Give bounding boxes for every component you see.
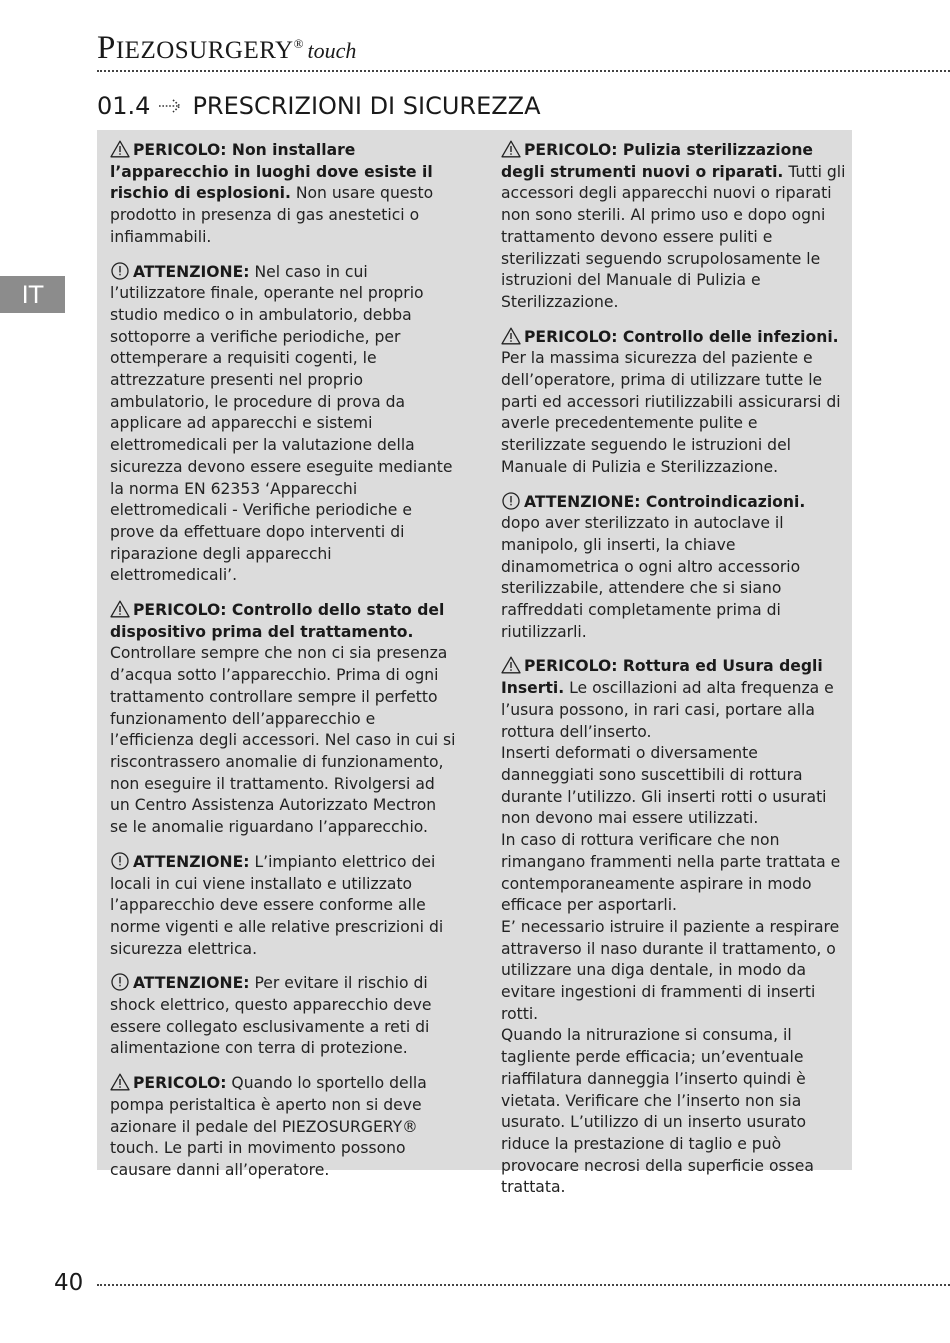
notice-lead: PERICOLO: Controllo delle infezioni. [524, 327, 839, 346]
safety-notice [110, 973, 458, 1060]
safety-notice [110, 852, 458, 961]
safety-notice [110, 262, 458, 588]
notice-lead: PERICOLO: Non installare l’apparecchio in luoghi dove esiste il rischio di esplosioni. [110, 141, 433, 203]
notice-body: dopo aver sterilizzato in autoclave il manipolo, gli inserti, la chiave dinamometrica o ogni altro accessorio sterilizzabile, attendere che si siano raffreddati completamente prima di riutilizzarli. [501, 514, 801, 641]
header-dotted-rule [97, 70, 950, 72]
notice-text [110, 140, 458, 249]
footer-dotted-rule [97, 1284, 950, 1286]
attention-icon [110, 262, 130, 280]
notice-body: Per evitare il rischio di shock elettrico, questo apparecchio deve essere collegato esclusivamente a reti di alimentazione con terra di protezione. [110, 974, 432, 1058]
notice-lead: ATTENZIONE: Controindicazioni. [524, 492, 806, 511]
notice-body: Controllare sempre che non ci sia presenza d’acqua sotto l’apparecchio. Prima di ogni trattamento controllare sempre il perfetto funzionamento dell’apparecchio e l’efficienza degli accessori. Nel caso in cui si riscontrassero anomalie di funzionamento, non eseguire il trattamento. Rivolgersi ad un Centro Assistenza Autorizzato Mectron se le anomalie riguardano l’apparecchio. [110, 644, 456, 837]
notice-paragraph: Quando la nitrurazione si consuma, il tagliente perde efficacia; un’eventuale riaffilatura danneggia l’inserto quindi è vietata. Verificare che l’inserto non sia usurato. L’utilizzo di un inserto usurato riduce la prestazione di taglio e può provocare necrosi della superficie ossea trattata. [501, 1026, 814, 1197]
notice-paragraph: In caso di rottura verificare che non rimangano frammenti nella parte trattata e contemporaneamente aspirare in modo efficace per asportarli. [501, 831, 841, 915]
notice-lead: PERICOLO: Rottura ed Usura degli Inserti. [501, 657, 823, 698]
safety-notice [501, 492, 846, 644]
notice-lead: ATTENZIONE: [133, 974, 250, 993]
notice-text [501, 327, 846, 479]
notice-lead: ATTENZIONE: [133, 262, 250, 281]
notice-body: L’impianto elettrico dei locali in cui viene installato e utilizzato l’apparecchio deve essere conforme alle norme vigenti e alle relative prescrizioni di sicurezza elettrica. [110, 852, 444, 958]
notice-text [110, 852, 458, 961]
attention-icon [501, 492, 521, 510]
safety-notice [501, 656, 846, 1199]
notice-text [110, 1073, 458, 1182]
brand-initial: P [97, 30, 116, 66]
left-column [110, 140, 458, 1195]
notice-body: Quando lo sportello della pompa peristaltica è aperto non si deve azionare il pedale del PIEZOSURGERY® touch. Le parti in movimento possono causare danni all’operatore. [110, 1074, 427, 1179]
language-tab: IT [0, 276, 65, 313]
notice-text [110, 600, 458, 839]
brand-logo [97, 30, 356, 67]
notice-body: Per la massima sicurezza del paziente e dell’operatore, prima di utilizzare tutte le parti ed accessori riutilizzabili assicurarsi di averle precedentemente pulite e sterilizzate seguendo le istruzioni del Manuale di Pulizia e Sterilizzazione. [501, 349, 841, 476]
brand-touch: touch [307, 38, 357, 63]
section-heading [97, 92, 541, 120]
section-title: PRESCRIZIONI DI SICUREZZA [192, 92, 541, 120]
warning-icon [501, 140, 521, 158]
notice-lead: PERICOLO: [133, 1074, 227, 1093]
notice-lead: PERICOLO: Controllo dello stato del dispositivo prima del trattamento. [110, 601, 445, 641]
notice-body: Tutti gli accessori degli apparecchi nuovi o riparati non sono sterili. Al primo uso e dopo ogni trattamento devono essere puliti e sterilizzati seguendo scrupolosamente le istruzioni del Manuale di Pulizia e Sterilizzazione. [501, 162, 846, 311]
warning-icon [501, 327, 521, 345]
safety-notice [501, 327, 846, 479]
notice-text [501, 492, 846, 644]
notice-text [501, 656, 846, 743]
safety-notice [110, 1073, 458, 1182]
notice-lead: ATTENZIONE: [133, 852, 250, 871]
warning-icon [110, 600, 130, 618]
page-number: 40 [54, 1270, 84, 1296]
section-number: 01.4 [97, 92, 151, 120]
warning-icon [501, 656, 521, 674]
notice-lead: PERICOLO: Pulizia sterilizzazione degli strumenti nuovi o riparati. [501, 141, 814, 181]
dotted-arrow-icon [158, 92, 184, 120]
notice-paragraph: Inserti deformati o diversamente danneggiati sono suscettibili di rottura durante l’utilizzo. Gli inserti rotti o usurati non devono mai essere utilizzati. [501, 744, 827, 828]
brand-name: IEZOSURGERY [115, 37, 294, 64]
notice-text [501, 140, 846, 314]
notice-body: Non usare questo prodotto in presenza di gas anestetici o infiammabili. [110, 184, 434, 246]
warning-icon [110, 1073, 130, 1091]
safety-panel [97, 130, 852, 1197]
notice-body: Le oscillazioni ad alta frequenza e l’usura possono, in rari casi, portare alla rottura dell’inserto. [501, 679, 834, 741]
attention-icon [110, 973, 130, 991]
notice-text [110, 973, 458, 1060]
brand-registered: ® [293, 36, 304, 51]
warning-icon [110, 140, 130, 158]
right-column [501, 140, 846, 1212]
attention-icon [110, 852, 130, 870]
notice-text [110, 262, 458, 588]
safety-notice [501, 140, 846, 314]
notice-paragraph: E’ necessario istruire il paziente a respirare attraverso il naso durante il trattamento, o utilizzare una diga dentale, in modo da evitare ingestioni di frammenti di inserti rotti. [501, 917, 840, 1023]
safety-notice [110, 600, 458, 839]
safety-notice [110, 140, 458, 249]
notice-body: Nel caso in cui l’utilizzatore finale, operante nel proprio studio medico o in ambulatorio, debba sottoporre a verifiche periodiche, per ottemperare a requisiti cogenti, le attrezzature presenti nel proprio ambulatorio, le procedure di prova da applicare ad apparecchi e sistemi elettromedicali per la valutazione della sicurezza devono essere eseguite mediante la norma EN 62353 ‘Apparecchi elettromedicali - Verifiche periodiche e prove da effettuare dopo interventi di riparazione degli apparecchi elettromedicali’. [110, 262, 453, 585]
